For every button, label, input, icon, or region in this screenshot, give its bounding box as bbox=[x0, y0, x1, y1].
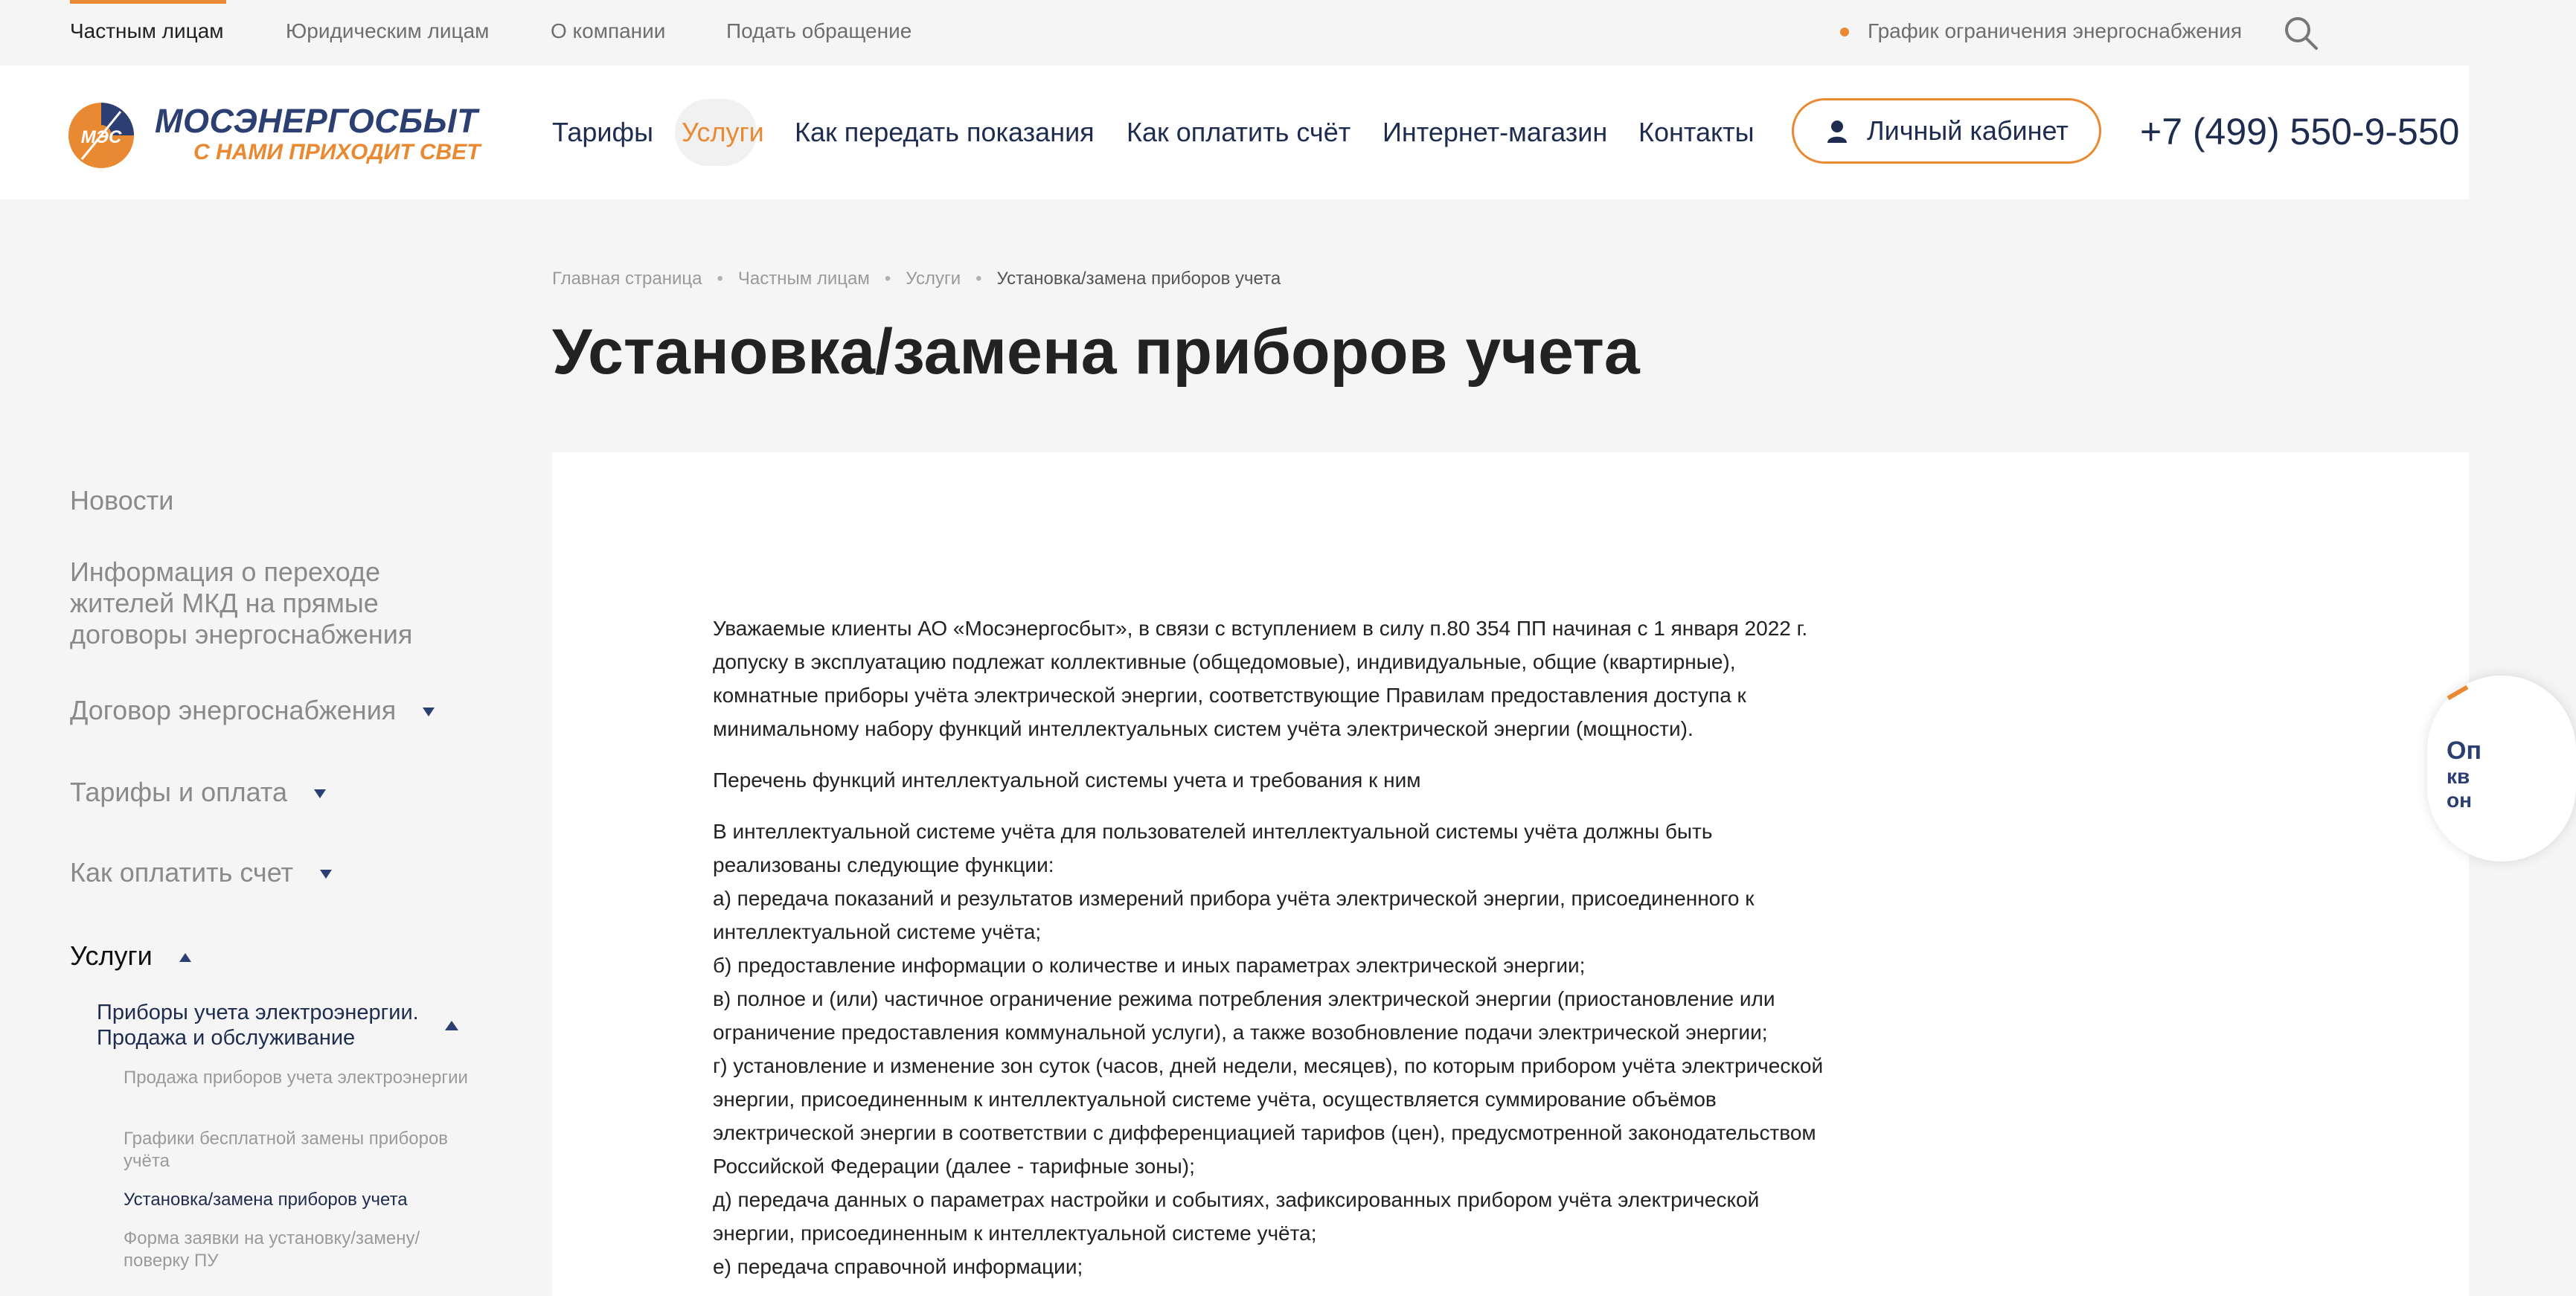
widget-text-line: кв bbox=[2447, 765, 2470, 788]
breadcrumb bbox=[552, 268, 1281, 290]
list-item: г) установление и изменение зон суток (часов, дней недели, месяцев), по которым прибором учёта электрической энергии, присоединенным к интеллектуальной системе учёта, осуществляется суммирование объёмов электрической энергии в соответствии с дифференциацией тарифов (цен), предусмотренной законодательством Российской Федерации (далее - тарифные зоны); bbox=[713, 1054, 1824, 1178]
breadcrumb-separator: • bbox=[975, 269, 982, 289]
floating-widget[interactable] bbox=[2427, 676, 2576, 862]
list-item: д) передача данных о параметрах настройки и событиях, зафиксированных прибором учёта электрической энергии, присоединенным к интеллектуальной системе учёта; bbox=[713, 1188, 1760, 1245]
sidebar-subitem-meters[interactable]: Приборы учета электроэнергии. Продажа и обслуживание bbox=[97, 1001, 419, 1050]
top-link-submit-appeal[interactable]: Подать обращение bbox=[726, 19, 912, 42]
sidebar-item-label: Услуги bbox=[70, 940, 153, 971]
functions-list-title: Перечень функций интеллектуальной системы учета и требования к ним bbox=[713, 769, 1421, 792]
page-title: Установка/замена приборов учета bbox=[552, 316, 1640, 388]
sidebar-item-label: Тарифы и оплата bbox=[70, 777, 287, 807]
personal-account-label: Личный кабинет bbox=[1867, 115, 2069, 146]
sidebar-leaf-meter-sales[interactable]: Продажа приборов учета электроэнергии bbox=[124, 1068, 468, 1088]
logo[interactable] bbox=[67, 97, 481, 171]
nav-online-store[interactable]: Интернет-магазин bbox=[1382, 117, 1608, 147]
functions-intro: В интеллектуальной системе учёта для пользователей интеллектуальной системы учёта должны быть реализованы следующие функции: bbox=[713, 820, 1713, 876]
widget-text-line: он bbox=[2447, 789, 2473, 812]
functions-list bbox=[713, 815, 1844, 1283]
logo-abbr: МЭС bbox=[80, 127, 122, 147]
logo-slogan: С НАМИ ПРИХОДИТ СВЕТ bbox=[193, 140, 481, 164]
breadcrumb-current: Установка/замена приборов учета bbox=[996, 269, 1281, 289]
chevron-down-icon[interactable] bbox=[320, 870, 332, 879]
nav-pay-bill[interactable]: Как оплатить счёт bbox=[1127, 117, 1351, 147]
sidebar-item-how-to-pay[interactable] bbox=[70, 857, 332, 888]
breadcrumb-home[interactable]: Главная страница bbox=[552, 269, 702, 289]
nav-submit-readings[interactable]: Как передать показания bbox=[795, 117, 1095, 147]
breadcrumb-separator: • bbox=[884, 269, 891, 289]
intro-paragraph: Уважаемые клиенты АО «Мосэнергосбыт», в связи с вступлением в силу п.80 354 ПП начиная с 1 января 2022 г. допуску в эксплуатацию подлежат коллективные (общедомовые), индивидуальные, общие (квартирные), комнатные приборы учёта электрической энергии, соответствующие Правилам предоставления доступа к минимальному набору функций интеллектуальных систем учёта электрической энергии (мощности). bbox=[713, 617, 1808, 740]
status-dot-icon bbox=[1840, 28, 1849, 36]
site-header bbox=[0, 65, 2469, 199]
nav-services[interactable]: Услуги bbox=[682, 117, 764, 147]
breadcrumb-separator: • bbox=[717, 269, 723, 289]
top-link-about[interactable]: О компании bbox=[551, 19, 666, 42]
user-icon bbox=[1827, 120, 1848, 144]
sidebar-leaf-installation[interactable]: Установка/замена приборов учета bbox=[124, 1190, 408, 1210]
content-card bbox=[552, 452, 2469, 1296]
logo-emblem-icon bbox=[67, 101, 135, 170]
sidebar-item-contract[interactable] bbox=[70, 695, 435, 726]
logo-name: МОСЭНЕРГОСБЫТ bbox=[155, 102, 478, 140]
top-bar bbox=[0, 0, 2469, 65]
search-icon[interactable] bbox=[2283, 15, 2320, 52]
list-item: а) передача показаний и результатов измерений прибора учёта электрической энергии, присоединенного к интеллектуальной системе учёта; bbox=[713, 887, 1755, 943]
sidebar-item-label: Как оплатить счет bbox=[70, 857, 294, 888]
sidebar-item-tariffs-payment[interactable] bbox=[70, 777, 326, 808]
article-body bbox=[713, 612, 1844, 1283]
sidebar-item-news[interactable]: Новости bbox=[70, 485, 174, 516]
top-link-individuals[interactable]: Частным лицам bbox=[70, 19, 224, 42]
top-link-legal-entities[interactable]: Юридическим лицам bbox=[286, 19, 490, 42]
widget-text-line: Оп bbox=[2447, 737, 2482, 765]
nav-contacts[interactable]: Контакты bbox=[1638, 117, 1755, 147]
chevron-up-icon[interactable] bbox=[179, 953, 191, 962]
active-tab-underline bbox=[70, 0, 226, 4]
breadcrumb-services[interactable]: Услуги bbox=[906, 269, 961, 289]
top-link-restriction-schedule[interactable]: График ограничения энергоснабжения bbox=[1868, 19, 2243, 42]
personal-account-button[interactable] bbox=[1792, 98, 2101, 164]
sidebar-leaf-application-form[interactable]: Форма заявки на установку/замену/поверку ПУ bbox=[124, 1228, 420, 1271]
sidebar-item-services[interactable] bbox=[70, 940, 191, 972]
chevron-up-icon[interactable] bbox=[445, 1021, 458, 1030]
list-item: е) передача справочной информации; bbox=[713, 1255, 1083, 1278]
chevron-down-icon[interactable] bbox=[314, 789, 326, 798]
breadcrumb-individuals[interactable]: Частным лицам bbox=[737, 269, 870, 289]
phone-number[interactable]: +7 (499) 550-9-550 bbox=[2140, 111, 2460, 153]
list-item: в) полное и (или) частичное ограничение режима потребления электрической энергии (приостановление или ограничение предоставления коммунальной услуги), а также возобновление подачи электрической энергии; bbox=[713, 987, 1775, 1044]
sidebar-leaf-replacement-schedule[interactable]: Графики бесплатной замены приборов учёта bbox=[124, 1129, 449, 1171]
sidebar-item-mkd-transition[interactable]: Информация о переходе жителей МКД на прямые договоры энергоснабжения bbox=[70, 556, 413, 649]
list-item: б) предоставление информации о количестве и иных параметрах электрической энергии; bbox=[713, 954, 1586, 977]
chevron-down-icon[interactable] bbox=[423, 708, 435, 716]
nav-tariffs[interactable]: Тарифы bbox=[552, 117, 654, 147]
sidebar-item-label: Договор энергоснабжения bbox=[70, 695, 397, 725]
